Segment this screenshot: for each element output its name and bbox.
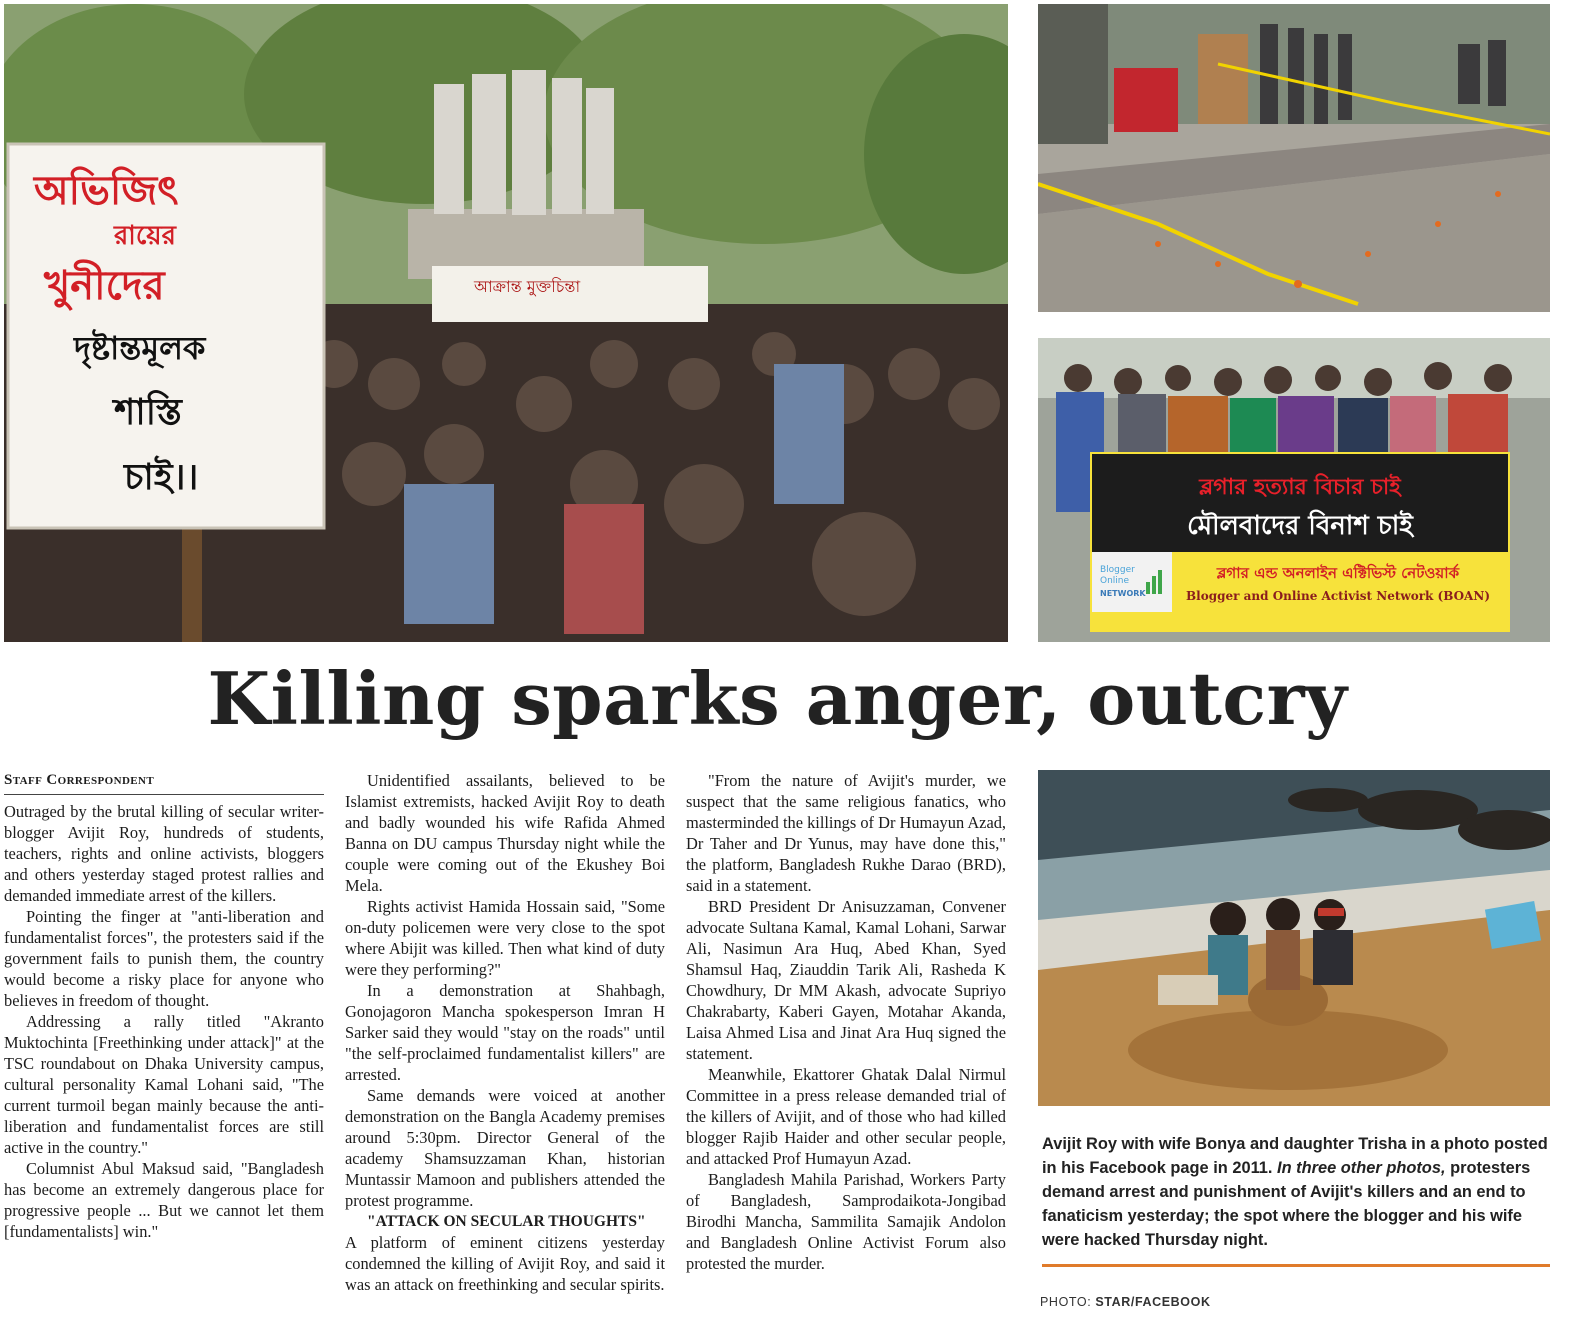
article-column-1 [4,770,324,1242]
placard-line-4: দৃষ্টান্তমূলক [74,329,206,367]
paragraph: A platform of eminent citizens yesterday condemned the killing of Avijit Roy, and said it was an attack on freethinking and secular spirits. [345,1233,665,1294]
paragraph: Addressing a rally titled "Akranto Muktochinta [Freethinking under attack]" at the TSC roundabout on Dhaka University campus, cultural personality Kamal Lohani said, "The current turmoil began mainly because the anti-liberation and fundamentalist forces are still active in the country." [4,1012,324,1157]
paragraph: Same demands were voiced at another demonstration on the Bangla Academy premises around 5:30pm. Director General of the academy Shamsuzzaman Khan, historian Muntassir Mamoon and publishers attended the protest programme. [345,1086,665,1210]
placard-line-5: শাস্তি [114,392,182,433]
byline: Staff Correspondent [4,770,324,795]
caption-italic: In three other photos, [1277,1159,1446,1177]
photo-caption [1042,1132,1550,1252]
paragraph: Rights activist Hamida Hossain said, "Some on-duty policemen were very close to the spot where Abijit was killed. Then what kind of duty were they performing?" [345,897,665,979]
paragraph: Unidentified assailants, believed to be Islamist extremists, hacked Avijit Roy to death and badly wounded his wife Rafida Ahmed Banna on DU campus Thursday night while the couple were coming out of the Ekushey Boi Mela. [345,771,665,895]
banner-line-1: ব্লগার হত্যার বিচার চাই [1199,475,1401,500]
paragraph: Columnist Abul Maksud said, "Bangladesh has become an extremely dangerous place for progressive people ... But we cannot let them [fundamentalists] win." [4,1159,324,1241]
rally-photo [4,4,1008,642]
credit-source: STAR/FACEBOOK [1095,1295,1211,1309]
paragraph: Pointing the finger at "anti-liberation and fundamentalist forces", the protesters said if the government fails to punish them, the country would become a risky place for anyone who believes in freedom of thought. [4,907,324,1010]
banner-logo-text-2: Online [1100,576,1130,586]
banner-line-2: মৌলবাদের বিনাশ চাই [1187,511,1413,541]
placard-line-3: খুনীদের [44,263,165,309]
article-column-3 [686,770,1006,1274]
placard-line-6: চাই।। [124,457,199,498]
rally-banner-text: আক্রান্ত মুক্তচিন্তা [474,277,581,296]
banner-org-bangla: ব্লগার এন্ড অনলাইন এক্টিভিস্ট নেটওয়ার্ক [1216,564,1460,582]
banner-protest-image [1038,338,1550,642]
photo-credit [1040,1295,1211,1309]
banner-logo-text-3: NETWORK [1100,589,1146,598]
subhead: "ATTACK ON SECULAR THOUGHTS" [367,1213,646,1230]
banner-logo-text-1: Blogger [1100,565,1135,575]
crime-site-photo [1038,4,1550,312]
caption-lead: Avijit Roy with wife Bonya and daughter Trisha in a photo posted in his Facebook page in 2011. [1042,1135,1548,1177]
paragraph: In a demonstration at Shahbagh, Gonojagoron Mancha spokesperson Imran H Sarker said they would "stay on the roads" until "the self-proclaimed fundamentalist killers" are arrested. [345,981,665,1084]
family-beach-image [1038,770,1550,1106]
paragraph: "From the nature of Avijit's murder, we suspect that the same religious fanatics, who masterminded the killings of Dr Humayun Azad, Dr Taher and Dr Yunus, may have done this," the platform, Bangladesh Rukhe Darao (BRD), said in a statement. [686,771,1007,895]
banner-org-english: Blogger and Online Activist Network (BOAN) [1186,589,1490,603]
paragraph: Meanwhile, Ekattorer Ghatak Dalal Nirmul Committee in a press release demanded trial of the killers of Avijit, and of those who had killed blogger Rajib Haider and other secular people, and attacked Prof Humayun Azad. [686,1065,1006,1168]
placard-line-2: রায়ের [114,221,176,251]
caption-rule [1042,1264,1550,1267]
family-beach-photo [1038,770,1550,1106]
rally-photo-image [4,4,1008,642]
paragraph: BRD President Dr Anisuzzaman, Convener advocate Sultana Kamal, Kamal Lohani, Sarwar Ali, Nasimun Ara Huq, Abed Khan, Syed Shamsul Haq, Ziauddin Tarik Ali, Rasheda K Chowdhury, Dr MM Akash, advocate Supriyo Chakrabarty, Kaberi Gayen, Motahar Akanda, Laisa Ahmed Lisa and Jinat Ara Huq signed the statement. [686,897,1006,1063]
crime-site-image [1038,4,1550,312]
banner-protest-photo [1038,338,1550,642]
paragraph: Outraged by the brutal killing of secular writer-blogger Avijit Roy, hundreds of students, teachers, rights and online activists, bloggers and others yesterday staged protest rallies and demanded immediate arrest of the killers. [4,802,324,905]
caption-rest: protesters demand arrest and punishment of Avijit's killers and an end to fanaticism yesterday; the spot where the blogger and his wife were hacked Thursday night. [1042,1159,1531,1249]
credit-label: PHOTO: [1040,1295,1092,1309]
article-column-2 [345,770,665,1295]
headline: Killing sparks anger, outcry [207,656,1348,741]
paragraph: Bangladesh Mahila Parishad, Workers Party of Bangladesh, Samprodaikota-Jongibad Birodhi Mancha, Sammilita Samajik Andolon and Bangladesh Online Activist Forum also protested the murder. [686,1170,1006,1273]
placard-line-1: অভিজিৎ [34,168,179,214]
